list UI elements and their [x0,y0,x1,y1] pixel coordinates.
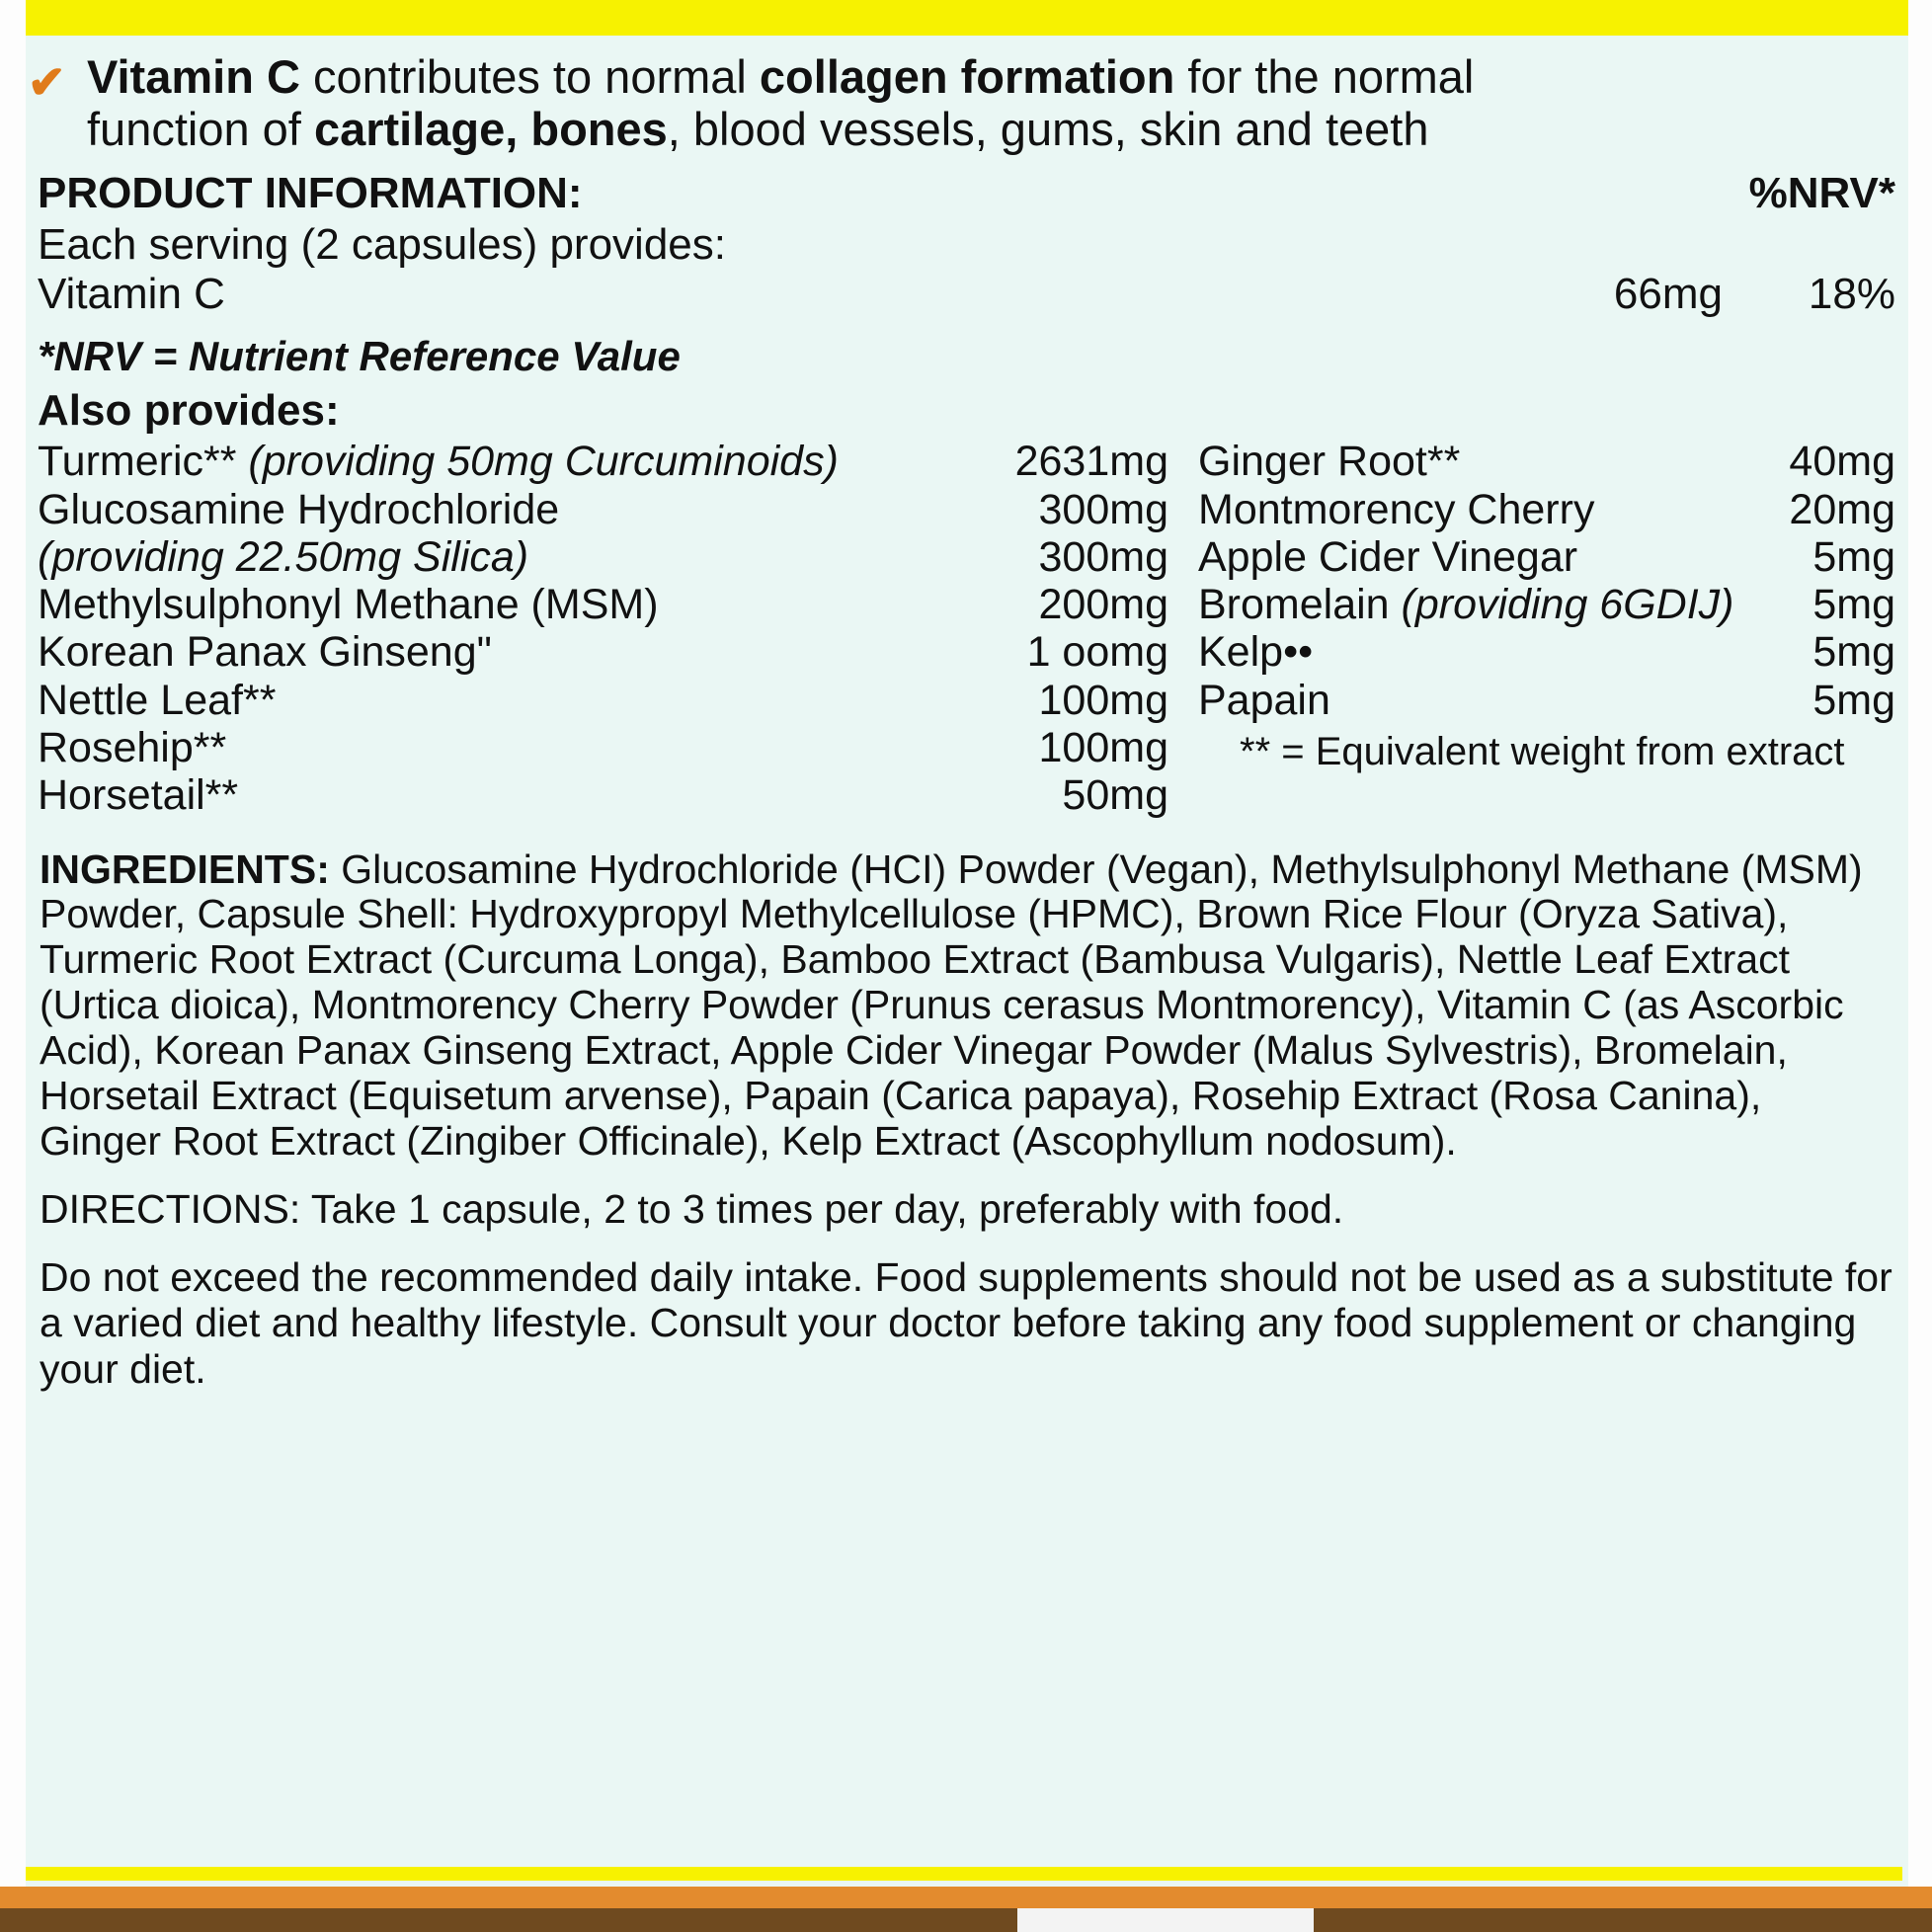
claim-text-d: , blood vessels, gums, skin and teeth [667,102,1429,155]
check-icon: ✔ [28,56,66,108]
nutrient-amount: 2631mg [1014,438,1168,486]
warning-paragraph: Do not exceed the recommended daily intake. Food supplements should not be used as a substitute for a varied diet and healthy lifestyle. Consult your doctor before taking any food supplement or changing your diet. [40,1253,1892,1393]
nutrient-name-text: Apple Cider Vinegar [1198,532,1578,581]
nutrient-amount: 1 oomg [1026,628,1168,677]
claim-text-b: for the normal [1174,50,1475,103]
table-row [38,486,1168,533]
nutrient-amount: 40mg [1789,438,1895,486]
vitamin-c-amount: 66mg [1613,270,1723,319]
label-content [26,36,1907,1774]
nrv-footnote: *NRV = Nutrient Reference Value [38,333,681,380]
product-information-title: PRODUCT INFORMATION: [38,169,583,218]
product-information-header [38,169,1895,218]
vitamin-c-name: Vitamin C [38,270,225,319]
nutrient-name-text: Kelp•• [1198,628,1314,677]
bottom-orange-strip [0,1887,1932,1910]
nutrient-amount: 5mg [1812,581,1895,629]
bottom-yellow-strip [26,1867,1902,1881]
claim-cartilage-bones: cartilage, bones [313,102,668,155]
nutrient-name-text: Glucosamine Hydrochloride [38,485,560,533]
table-row [1198,628,1895,676]
nutrient-name [1198,532,1737,581]
nutrient-name [38,485,956,533]
also-provides-heading: Also provides: [38,386,340,436]
nutrient-name-text: Methylsulphonyl Methane (MSM) [38,581,659,629]
nutrient-column-left [38,438,1168,819]
nutrient-name-text: Korean Panax Ginseng" [38,628,492,677]
ingredients-text: Glucosamine Hydrochloride (HCI) Powder (Vegan), Methylsulphonyl Methane (MSM) Powder, Capsule Shell: Hydroxypropyl Methylcellulose (HPMC), Brown Rice Flour (Oryza Sativa), Turmeric Root Extract (Curcuma Longa), Bamboo Extract (Bambusa Vulgaris), Nettle Leaf Extract (Urtica dioica), Montmorency Cherry Powder (Prunus cerasus Montmorency), Vitamin C (as Ascorbic Acid), Korean Panax Ginseng Extract, Apple Cider Vinegar Powder (Malus Sylvestris), Bromelain, Horsetail Extract (Equisetum arvense), Papain (Carica papaya), Rosehip Extract (Rosa Canina), Ginger Root Extract (Zingiber Officinale), Kelp Extract (Ascophyllum nodosum). [40,845,1863,1164]
nutrient-name-note: (providing 6GDIJ) [1389,581,1734,629]
table-row [1198,438,1895,485]
nutrient-amount: 5mg [1812,532,1895,581]
nutrient-name [38,676,956,724]
claim-text-c: function of [87,102,314,155]
claim-collagen: collagen formation [759,50,1175,103]
health-claim-line2 [36,104,1897,156]
nutrient-name [1198,628,1737,677]
table-row [38,724,1168,771]
nutrient-name [38,628,956,677]
directions-text: Take 1 capsule, 2 to 3 times per day, preferably with food. [300,1185,1344,1232]
nutrient-column-right [1198,438,1895,819]
table-row [38,581,1168,628]
nutrient-columns [38,438,1895,819]
nutrient-amount: 50mg [1062,771,1168,820]
health-claim [26,36,1907,155]
directions-heading: DIRECTIONS: [40,1185,301,1232]
nutrient-name-text: Bromelain [1198,581,1390,629]
ingredients-heading: INGREDIENTS: [40,845,330,892]
ingredients-paragraph [40,847,1893,1165]
nutrient-amount: 20mg [1789,485,1895,533]
nutrient-amount: 100mg [1038,676,1168,724]
nutrient-name-text: Ginger Root** [1198,438,1461,486]
directions-paragraph [40,1186,1893,1233]
table-row [38,628,1168,676]
left-edge-strip [0,0,26,1932]
nutrient-name-text: Montmorency Cherry [1198,485,1595,533]
top-yellow-strip [0,0,1932,36]
nutrient-name [38,771,956,820]
equivalent-weight-note: ** = Equivalent weight from extract [1240,729,1845,773]
bottom-strips [0,1863,1932,1932]
claim-vitamin-c: Vitamin C [87,50,300,103]
nutrient-name-note: (providing 50mg Curcuminoids) [236,438,839,486]
nutrient-name-text: Turmeric** [38,438,237,486]
nutrient-name [38,723,956,771]
table-row [1198,581,1895,628]
nutrient-amount: 5mg [1812,676,1895,724]
vitamin-c-nrv: 18% [1808,270,1895,319]
table-row [38,438,1168,485]
claim-text-a: contributes to normal [299,50,760,103]
nutrient-name-text: Nettle Leaf** [38,676,277,724]
serving-line: Each serving (2 capsules) provides: [38,220,726,270]
vitamin-c-row [38,270,1895,319]
nutrient-name [1198,581,1737,629]
table-row [1198,677,1895,724]
table-row [1198,533,1895,581]
table-row [38,677,1168,724]
bottom-gap [1017,1908,1314,1932]
nutrient-amount: 5mg [1812,628,1895,677]
nutrient-name [38,438,956,486]
nutrient-amount: 200mg [1038,581,1168,629]
nutrient-name-text: Papain [1198,676,1330,724]
nutrient-name [1198,676,1737,724]
health-claim-line1 [36,51,1897,104]
table-row [38,771,1168,819]
nutrient-name-text: Horsetail** [38,771,239,820]
nutrient-name [38,532,956,581]
right-edge-strip [1908,0,1932,1906]
table-row [38,533,1168,581]
nutrient-amount: 300mg [1038,485,1168,533]
nutrient-name [1198,438,1737,486]
nutrient-name [1198,485,1737,533]
nutrient-name-text: Rosehip** [38,723,227,771]
nutrient-name [38,581,956,629]
nrv-column-header: %NRV* [1748,169,1895,218]
nutrient-amount: 100mg [1038,723,1168,771]
nutrient-amount: 300mg [1038,532,1168,581]
bottom-brown-strip [0,1908,1932,1932]
nutrient-name-note: (providing 22.50mg Silica) [38,532,529,581]
table-row [1198,486,1895,533]
